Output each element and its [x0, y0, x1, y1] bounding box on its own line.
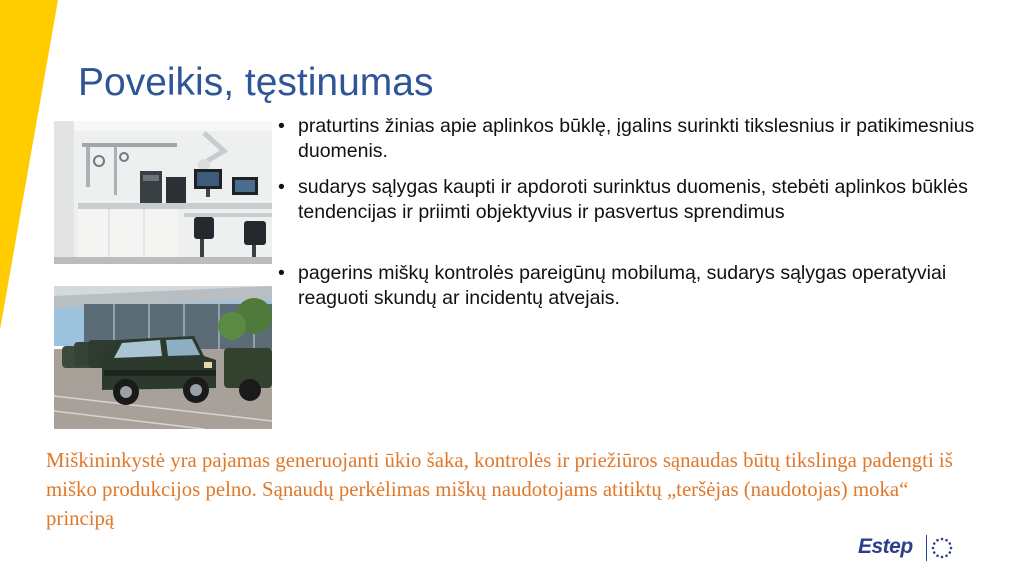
bullet-text: sudarys sąlygas kaupti ir apdoroti surinktus duomenis, stebėti aplinkos būklės tendencijas ir priimti objektyvius ir pasvertus sprendimus — [298, 176, 968, 223]
green-suv-fleet-photo — [54, 286, 272, 429]
bullet-list — [278, 114, 978, 322]
star-dot — [950, 547, 953, 550]
orange-note-text: Miškininkystė yra pajamas generuojanti ūkio šaka, kontrolės ir priežiūros sąnaudas būtų tikslinga padengti iš miško produkcijos pelno. Sąnaudų perkėlimas miškų naudotojams atitiktų „teršėjas (naudotojas) moka“ principą — [46, 449, 953, 530]
star-dot — [945, 554, 948, 557]
star-dot — [933, 551, 936, 554]
slide-title: Poveikis, tęstinumas — [78, 61, 434, 104]
star-dot — [945, 539, 948, 542]
bullet-text: pagerins miškų kontrolės pareigūnų mobilumą, sudarys sąlygas operatyviai reaguoti skundų ar incidentų atvejais. — [298, 262, 947, 309]
star-dot — [941, 538, 944, 541]
bullet-marker: • — [278, 176, 285, 198]
logo-wordmark: Estep — [858, 535, 913, 558]
bullet-marker: • — [278, 262, 285, 284]
star-dot — [936, 554, 939, 557]
star-dot — [941, 556, 944, 559]
bullet-item — [278, 175, 978, 225]
eu-stars-icon — [930, 536, 954, 560]
bullet-item — [278, 114, 978, 164]
star-dot — [936, 539, 939, 542]
star-dot — [933, 542, 936, 545]
estep-logo — [858, 531, 958, 565]
logo-divider — [926, 535, 927, 561]
bullet-marker: • — [278, 115, 285, 137]
star-dot — [948, 542, 951, 545]
bullet-text: praturtins žinias apie aplinkos būklę, įgalins surinkti tikslesnius ir patikimesnius duomenis. — [298, 115, 975, 162]
star-dot — [948, 551, 951, 554]
bullet-item — [278, 261, 978, 311]
star-dot — [932, 547, 935, 550]
laboratory-room-photo — [54, 121, 272, 264]
